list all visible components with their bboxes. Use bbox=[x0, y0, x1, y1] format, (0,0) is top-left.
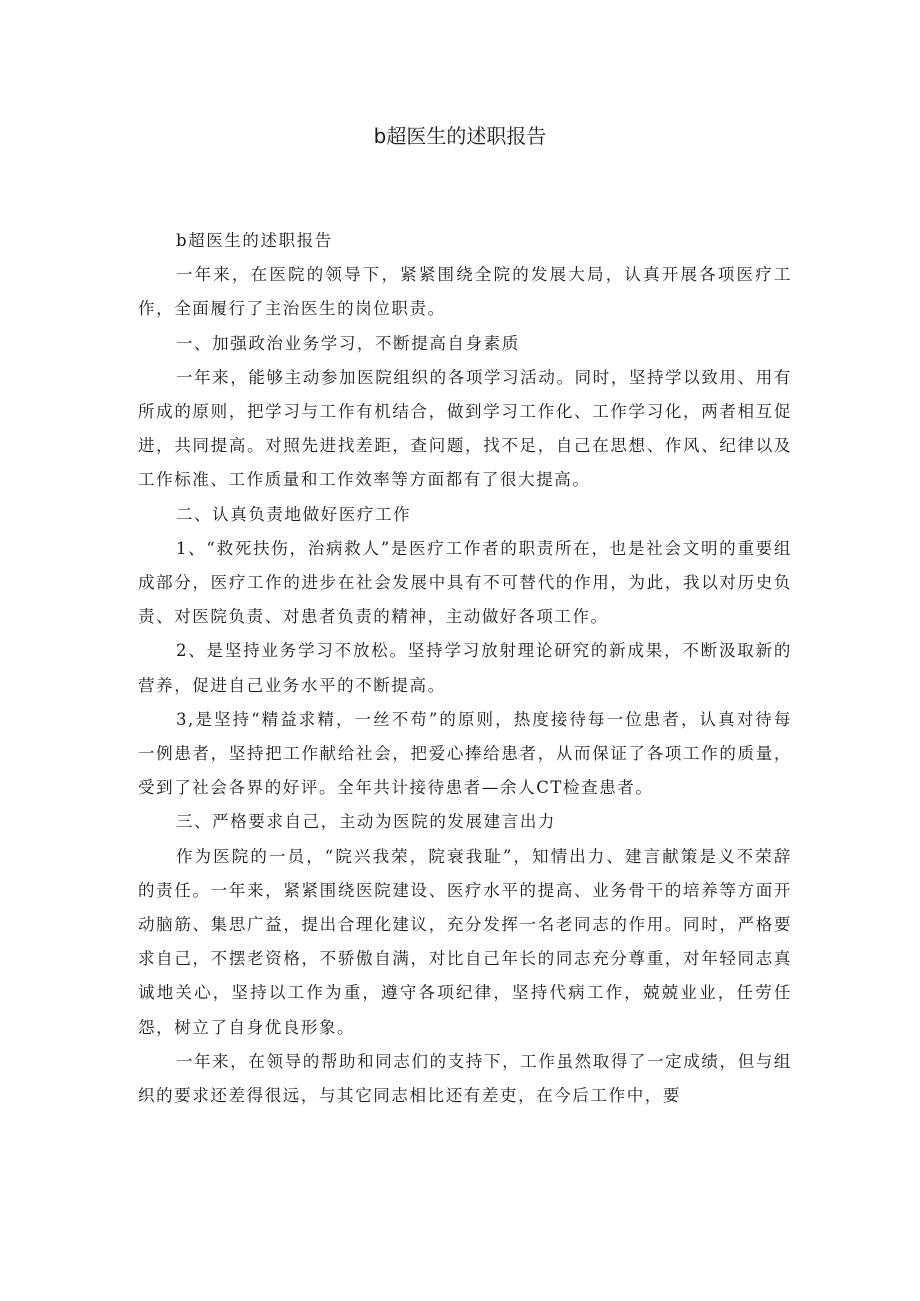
body-subtitle: b超医生的述职报告 bbox=[175, 231, 333, 250]
section-heading-1: 一、加强政治业务学习，不断提高自身素质 bbox=[175, 333, 520, 353]
section-heading-2: 二、认真负责地做好医疗工作 bbox=[175, 504, 412, 524]
section-2-item-3: 3,是坚持“精益求精，一丝不苟”的原则，热度接待每一位患者，认真对待每一例患者，坚持把工作献给社会，把爱心捧给患者，从而保证了各项工作的质量，受到了社会各界的好评。全年共计接待患者—余人CT检查患者。 bbox=[138, 709, 792, 798]
section-1-paragraph: 一年来，能够主动参加医院组织的各项学习活动。同时，坚持学以致用、用有所成的原则，把学习与工作有机结合，做到学习工作化、工作学习化，两者相互促进，共同提高。对照先进找差距，查问题，找不足，自己在思想、作风、纪律以及工作标准、工作质量和工作效率等方面都有了很大提高。 bbox=[138, 367, 792, 490]
intro-paragraph: 一年来，在医院的领导下，紧紧围绕全院的发展大局，认真开展各项医疗工作，全面履行了主治医生的岗位职责。 bbox=[138, 265, 792, 319]
section-heading-3: 三、严格要求自己，主动为医院的发展建言出力 bbox=[175, 812, 557, 832]
document-body bbox=[138, 224, 792, 1113]
closing-paragraph: 一年来，在领导的帮助和同志们的支持下，工作虽然取得了一定成绩，但与组织的要求还差得很远，与其它同志相比还有差吏，在今后工作中，要 bbox=[138, 1051, 792, 1106]
section-2-item-1: 1、“救死扶伤，治病救人”是医疗工作者的职责所在，也是社会文明的重要组成部分，医疗工作的进步在社会发展中具有不可替代的作用，为此，我以对历史负责、对医院负责、对患者负责的精神，主动做好各项工作。 bbox=[138, 538, 792, 627]
document-title: b超医生的述职报告 bbox=[373, 124, 547, 148]
section-2-item-2: 2、是坚持业务学习不放松。坚持学习放射理论研究的新成果，不断汲取新的营养，促进自己业务水平的不断提高。 bbox=[138, 641, 792, 695]
section-3-paragraph: 作为医院的一员，“院兴我荣，院衰我耻”，知情出力、建言献策是义不荣辞的责任。一年来，紧紧围绕医院建设、医疗水平的提高、业务骨干的培养等方面开动脑筋、集思广益，提出合理化建议，充分发挥一名老同志的作用。同时，严格要求自己，不摆老资格，不骄傲自满，对比自己年长的同志充分尊重，对年轻同志真诚地关心，坚持以工作为重，遵守各项纪律，坚持代病工作，兢兢业业，任劳任怨，树立了自身优良形象。 bbox=[138, 846, 792, 1037]
